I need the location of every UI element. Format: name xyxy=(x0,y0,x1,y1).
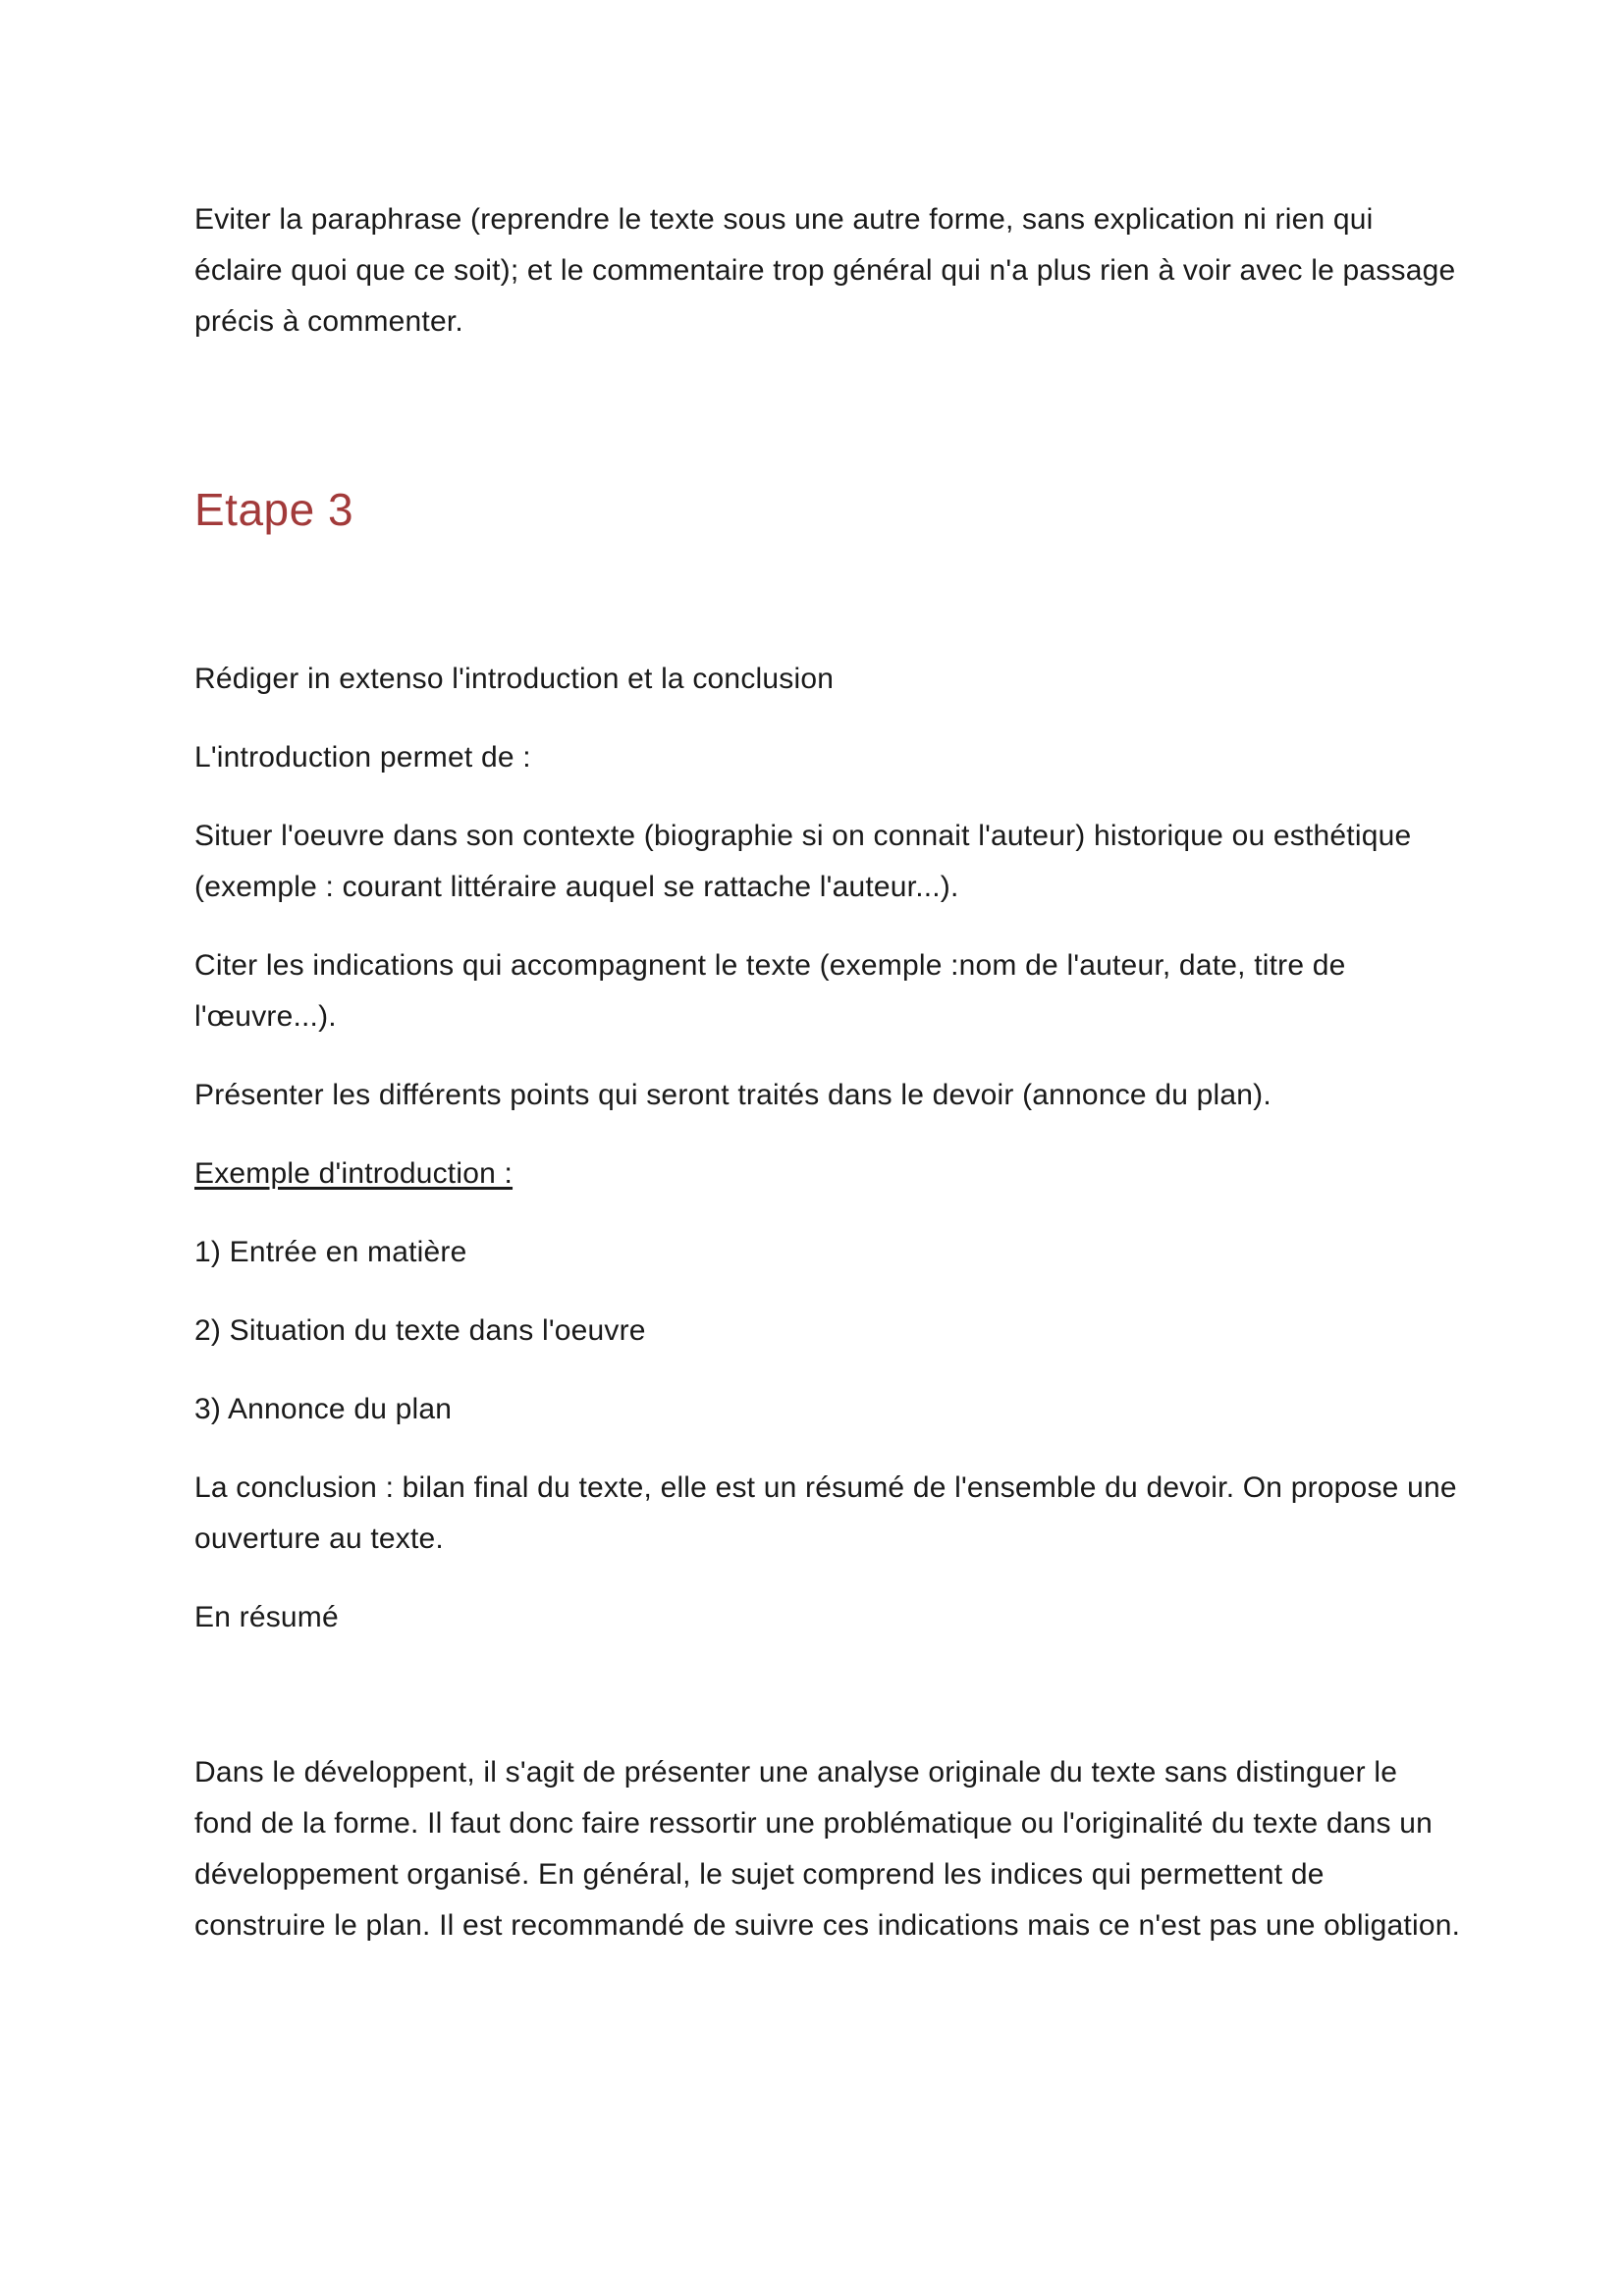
list-item-annonce-plan: 3) Annonce du plan xyxy=(194,1393,453,1425)
list-item-situation-texte: 2) Situation du texte dans l'oeuvre xyxy=(194,1314,646,1347)
paragraph-developpement: Dans le développent, il s'agit de présenter une analyse originale du texte sans distinguer le fond de la forme. Il faut donc faire ressortir une problématique ou l'originalité du texte dans un développement organisé. En général, le sujet comprend les indices qui permettent de construire le plan. Il est recommandé de suivre ces indications mais ce n'est pas une obligation. xyxy=(194,1756,1461,1942)
paragraph-paraphrase-warning: Eviter la paraphrase (reprendre le texte sous une autre forme, sans explication ni rien qui éclaire quoi que ce soit); et le commentaire trop général qui n'a plus rien à voir avec le passage précis à commenter. xyxy=(194,203,1456,338)
paragraph-situer-oeuvre: Situer l'oeuvre dans son contexte (biographie si on connait l'auteur) historique ou esthétique (exemple : courant littéraire auquel se rattache l'auteur...). xyxy=(194,820,1412,903)
paragraph-exemple-introduction: Exemple d'introduction : xyxy=(194,1157,514,1190)
section-heading-etape-3: Etape 3 xyxy=(194,484,354,535)
paragraph-conclusion: La conclusion : bilan final du texte, elle est un résumé de l'ensemble du devoir. On propose une ouverture au texte. xyxy=(194,1471,1457,1555)
list-item-entree-matiere: 1) Entrée en matière xyxy=(194,1236,467,1268)
paragraph-introduction-permet: L'introduction permet de : xyxy=(194,741,531,774)
paragraph-citer-indications: Citer les indications qui accompagnent le texte (exemple :nom de l'auteur, date, titre de l'œuvre...). xyxy=(194,949,1346,1033)
paragraph-rediger: Rédiger in extenso l'introduction et la conclusion xyxy=(194,663,835,695)
paragraph-presenter-points: Présenter les différents points qui seront traités dans le devoir (annonce du plan). xyxy=(194,1079,1271,1111)
paragraph-en-resume: En résumé xyxy=(194,1601,339,1633)
